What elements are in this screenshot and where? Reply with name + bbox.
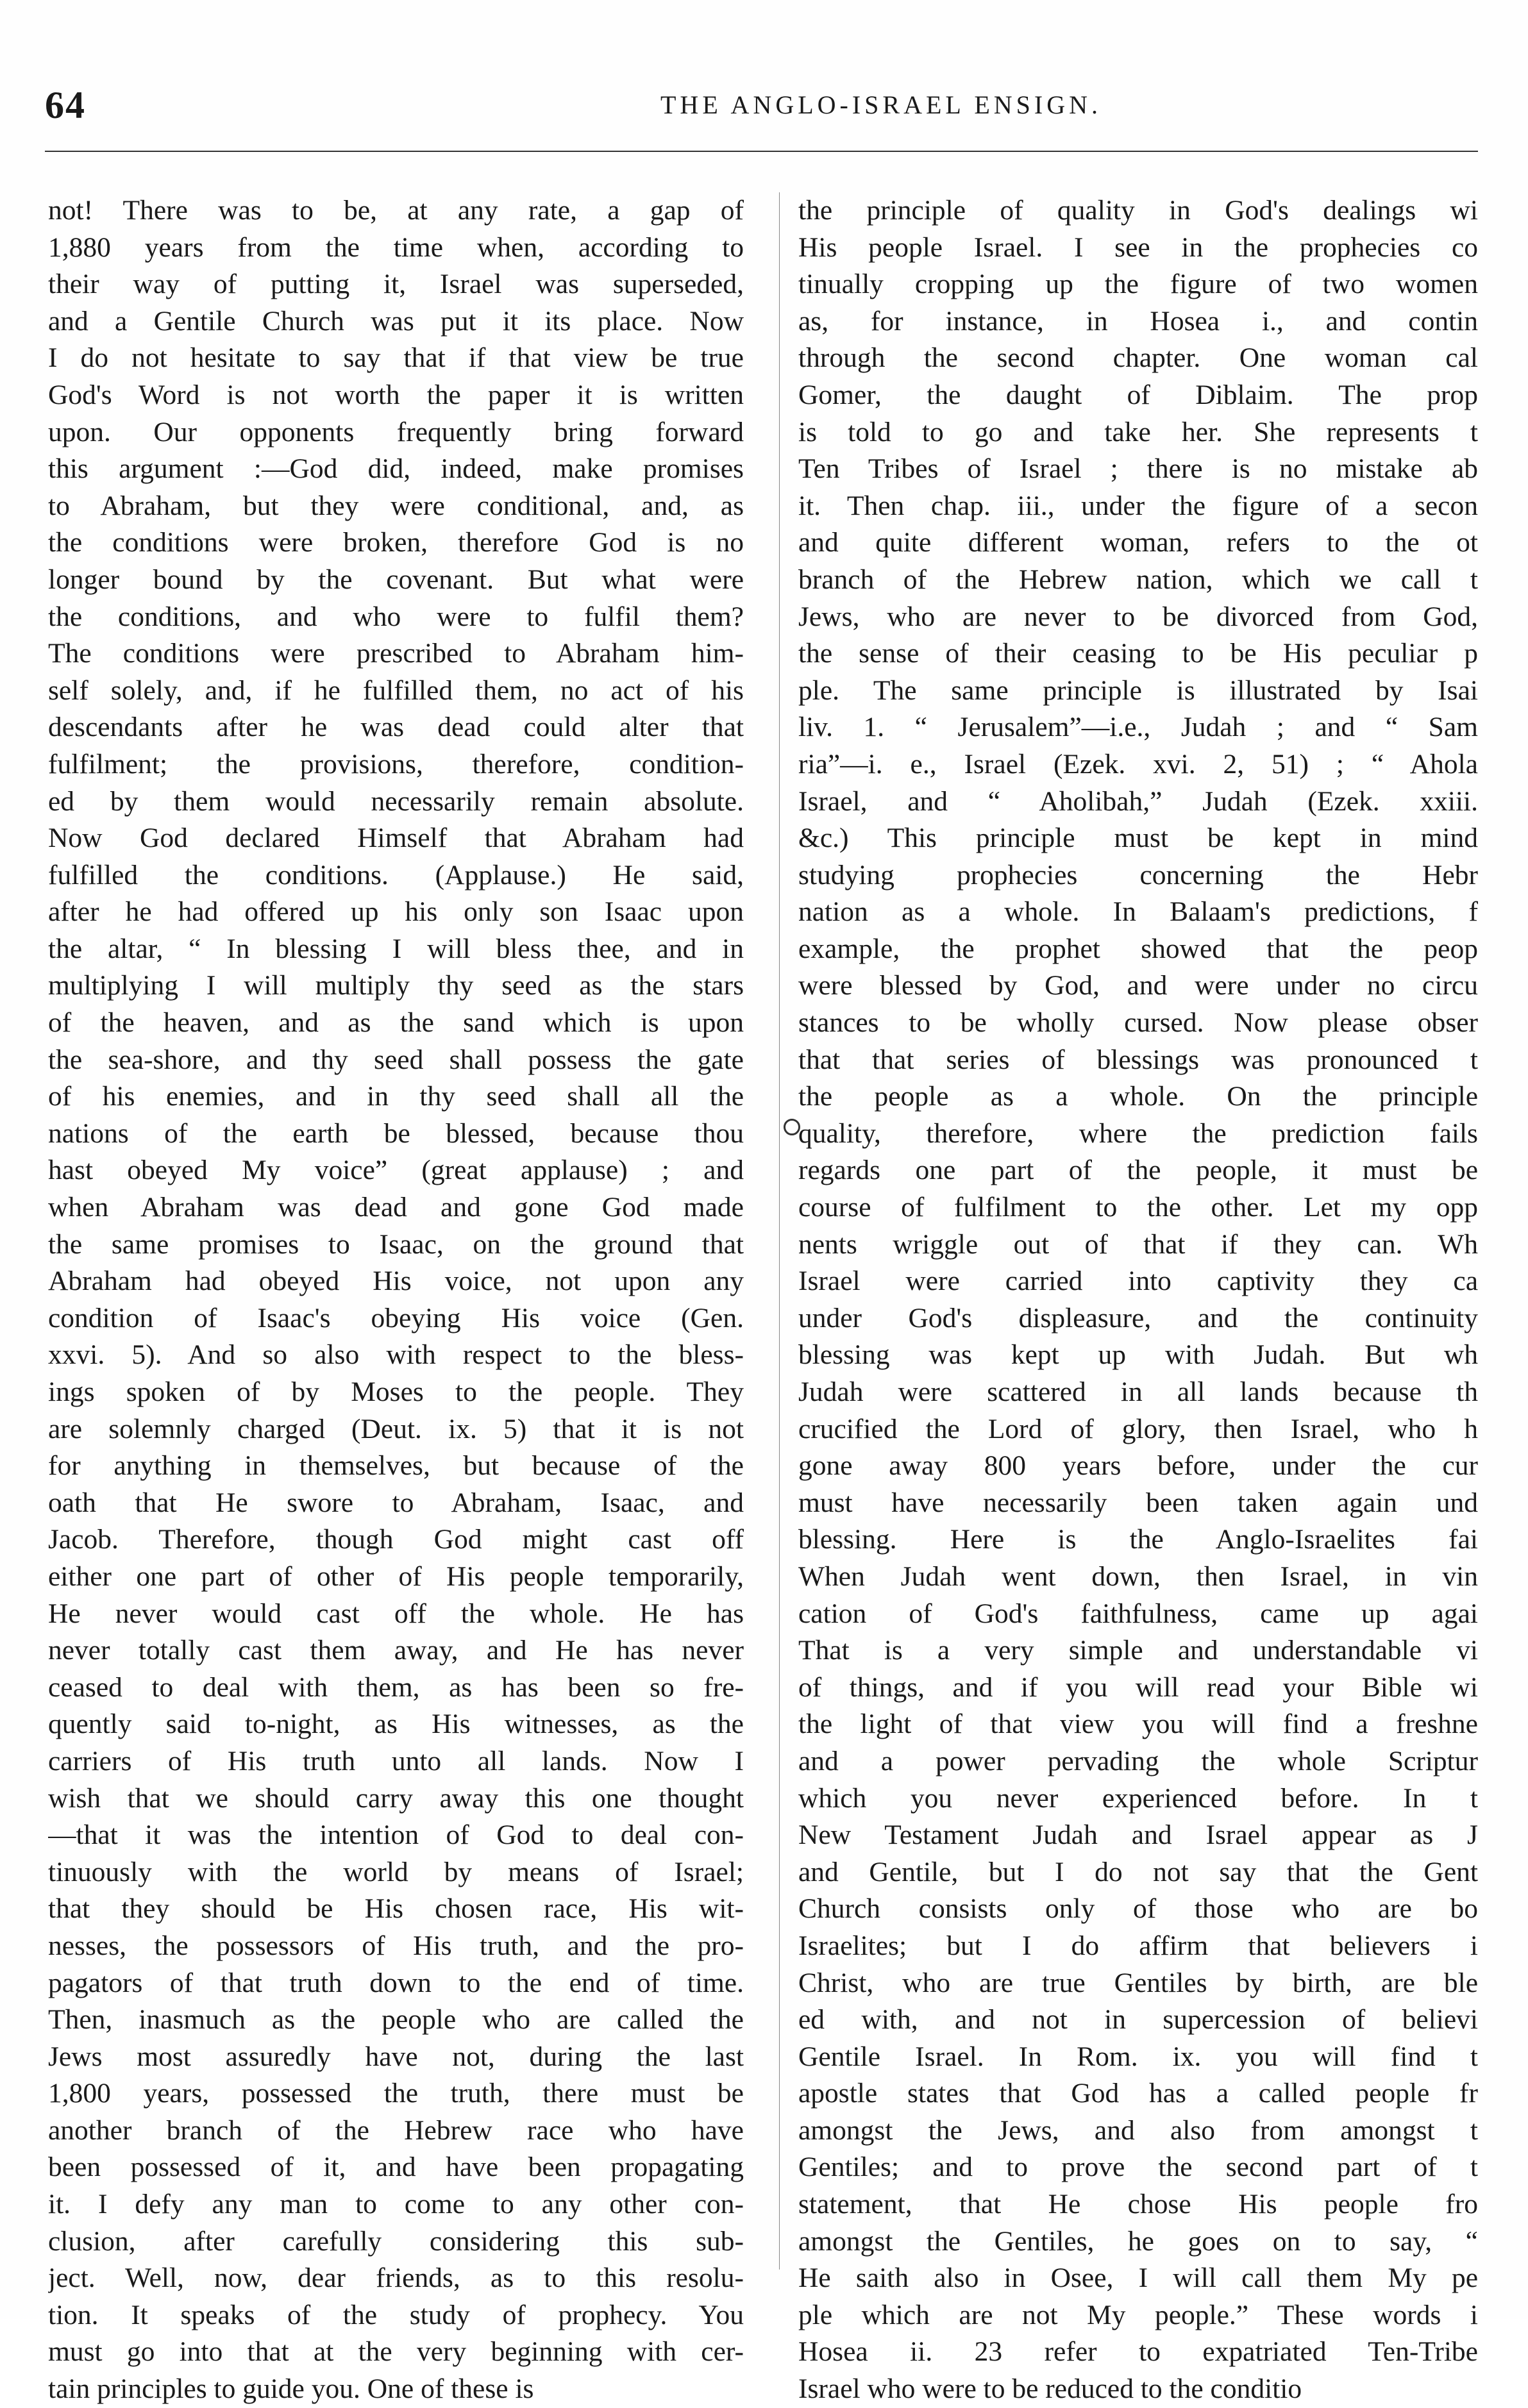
text-line: nations of the earth be blessed, because thou bbox=[48, 1117, 744, 1149]
text-line: The conditions were prescribed to Abraham him- bbox=[48, 638, 744, 669]
text-line: hast obeyed My voice” (great applause) ; and bbox=[48, 1155, 744, 1186]
text-line: ject. Well, now, dear friends, as to this resolu- bbox=[48, 2262, 744, 2294]
text-line: pagators of that truth down to the end of time. bbox=[48, 1967, 744, 1998]
text-line: Abraham had obeyed His voice, not upon any bbox=[48, 1266, 744, 1297]
text-line: ings spoken of by Moses to the people. They bbox=[48, 1376, 744, 1407]
text-line: and quite different woman, refers to the ot bbox=[798, 527, 1478, 558]
text-line: the sea-shore, and thy seed shall possess the gate bbox=[48, 1044, 744, 1075]
text-line: and a power pervading the whole Scriptur bbox=[798, 1745, 1478, 1777]
text-line: their way of putting it, Israel was superseded, bbox=[48, 269, 744, 300]
text-line: example, the prophet showed that the peop bbox=[798, 933, 1478, 964]
text-line: upon. Our opponents frequently bring forward bbox=[48, 416, 744, 447]
header-rule bbox=[45, 151, 1478, 152]
text-line: Israelites; but I do affirm that believers i bbox=[798, 1930, 1478, 1961]
text-line: ple. The same principle is illustrated by Isai bbox=[798, 674, 1478, 706]
text-line: Israel who were to be reduced to the conditio bbox=[798, 2373, 1302, 2405]
text-line: gone away 800 years before, under the cur bbox=[798, 1450, 1478, 1482]
text-line: and Gentile, but I do not say that the Gent bbox=[798, 1856, 1478, 1887]
text-line: course of fulfilment to the other. Let my opp bbox=[798, 1192, 1478, 1223]
text-line: nation as a whole. In Balaam's predictions, f bbox=[798, 896, 1478, 928]
text-line: must have necessarily been taken again und bbox=[798, 1487, 1478, 1518]
text-line: tain principles to guide you. One of these is bbox=[48, 2373, 534, 2405]
text-line: for anything in themselves, but because of the bbox=[48, 1450, 744, 1482]
text-line: the conditions, and who were to fulfil them? bbox=[48, 601, 744, 632]
text-line: nesses, the possessors of His truth, and the pro- bbox=[48, 1930, 744, 1961]
text-line: quently said to-night, as His witnesses, as the bbox=[48, 1709, 744, 1740]
text-line: of his enemies, and in thy seed shall all the bbox=[48, 1081, 744, 1112]
text-line: Christ, who are true Gentiles by birth, are ble bbox=[798, 1967, 1478, 1998]
left-column bbox=[48, 192, 744, 2408]
text-line: the conditions were broken, therefore God is no bbox=[48, 527, 744, 558]
text-line: Israel, and “ Aholibah,” Judah (Ezek. xxiii. bbox=[798, 785, 1478, 817]
text-line: God's Word is not worth the paper it is written bbox=[48, 379, 744, 410]
text-line: apostle states that God has a called people fr bbox=[798, 2078, 1478, 2109]
text-line: tinually cropping up the figure of two women bbox=[798, 269, 1478, 300]
text-line: amongst the Jews, and also from amongst t bbox=[798, 2114, 1478, 2146]
text-line: blessing was kept up with Judah. But wh bbox=[798, 1339, 1478, 1371]
text-line: it. I defy any man to come to any other con- bbox=[48, 2189, 744, 2220]
text-line: stances to be wholly cursed. Now please obser bbox=[798, 1007, 1478, 1039]
text-line: quality, therefore, where the prediction fails bbox=[798, 1117, 1478, 1149]
text-line: multiplying I will multiply thy seed as the stars bbox=[48, 970, 744, 1001]
text-line: as, for instance, in Hosea i., and contin bbox=[798, 305, 1478, 337]
text-line: Ten Tribes of Israel ; there is no mistake ab bbox=[798, 453, 1478, 485]
text-line: amongst the Gentiles, he goes on to say, “ bbox=[798, 2225, 1478, 2257]
text-line: that they should be His chosen race, His wit- bbox=[48, 1893, 744, 1925]
running-title: THE ANGLO-ISRAEL ENSIGN. bbox=[660, 90, 1102, 119]
text-line: Then, inasmuch as the people who are called the bbox=[48, 2004, 744, 2036]
text-line: Hosea ii. 23 refer to expatriated Ten-Tribe bbox=[798, 2336, 1478, 2368]
text-line: Jacob. Therefore, though God might cast off bbox=[48, 1524, 744, 1555]
text-line: He saith also in Osee, I will call them My pe bbox=[798, 2262, 1478, 2294]
text-line: Now God declared Himself that Abraham had bbox=[48, 823, 744, 854]
text-line: crucified the Lord of glory, then Israel, who h bbox=[798, 1413, 1478, 1444]
text-line: when Abraham was dead and gone God made bbox=[48, 1192, 744, 1223]
text-line: Jews, who are never to be divorced from God, bbox=[798, 601, 1478, 632]
text-line: Jews most assuredly have not, during the last bbox=[48, 2041, 744, 2072]
text-line: His people Israel. I see in the prophecies co bbox=[798, 231, 1478, 263]
text-line: 1,880 years from the time when, according to bbox=[48, 231, 744, 263]
page-header bbox=[45, 83, 1481, 135]
text-line: liv. 1. “ Jerusalem”—i.e., Judah ; and “ Sam bbox=[798, 712, 1478, 743]
text-line: I do not hesitate to say that if that view be true bbox=[48, 342, 744, 374]
text-line: which you never experienced before. In t bbox=[798, 1782, 1478, 1814]
text-line: clusion, after carefully considering this sub- bbox=[48, 2225, 744, 2257]
text-line: xxvi. 5). And so also with respect to the bless- bbox=[48, 1339, 744, 1371]
text-line: Gomer, the daught of Diblaim. The prop bbox=[798, 379, 1478, 410]
text-line: are solemnly charged (Deut. ix. 5) that it is not bbox=[48, 1413, 744, 1444]
text-line: nents wriggle out of that if they can. Wh bbox=[798, 1228, 1478, 1260]
text-line: He never would cast off the whole. He has bbox=[48, 1598, 744, 1629]
text-line: is told to go and take her. She represents t bbox=[798, 416, 1478, 447]
text-line: longer bound by the covenant. But what were bbox=[48, 564, 744, 595]
text-line: fulfilment; the provisions, therefore, condition- bbox=[48, 748, 744, 780]
text-line: of the heaven, and as the sand which is upon bbox=[48, 1007, 744, 1039]
text-line: another branch of the Hebrew race who have bbox=[48, 2114, 744, 2146]
text-line: under God's displeasure, and the continuity bbox=[798, 1302, 1478, 1334]
text-line: ceased to deal with them, as has been so fre- bbox=[48, 1671, 744, 1703]
text-line: ed by them would necessarily remain absolute. bbox=[48, 785, 744, 817]
text-line: &c.) This principle must be kept in mind bbox=[798, 823, 1478, 854]
text-line: were blessed by God, and were under no circu bbox=[798, 970, 1478, 1001]
text-line: and a Gentile Church was put it its place. Now bbox=[48, 305, 744, 337]
text-line: branch of the Hebrew nation, which we call t bbox=[798, 564, 1478, 595]
text-line: tinuously with the world by means of Israel; bbox=[48, 1856, 744, 1887]
text-line: —that it was the intention of God to deal con- bbox=[48, 1819, 744, 1851]
text-line: studying prophecies concerning the Hebr bbox=[798, 859, 1478, 890]
text-line: That is a very simple and understandable vi bbox=[798, 1635, 1478, 1666]
text-line: self solely, and, if he fulfilled them, no act of his bbox=[48, 674, 744, 706]
column-divider bbox=[779, 192, 780, 2270]
text-line: cation of God's faithfulness, came up agai bbox=[798, 1598, 1478, 1629]
text-line: Church consists only of those who are bo bbox=[798, 1893, 1478, 1925]
text-line: carriers of His truth unto all lands. Now I bbox=[48, 1745, 744, 1777]
text-line: the altar, “ In blessing I will bless thee, and in bbox=[48, 933, 744, 964]
text-line: condition of Isaac's obeying His voice (Gen. bbox=[48, 1302, 744, 1334]
text-line: been possessed of it, and have been propagating bbox=[48, 2152, 744, 2183]
text-line: either one part of other of His people temporarily, bbox=[48, 1560, 744, 1592]
text-line: must go into that at the very beginning with cer- bbox=[48, 2336, 744, 2368]
text-line: tion. It speaks of the study of prophecy. You bbox=[48, 2299, 744, 2330]
text-line: that that series of blessings was pronounced t bbox=[798, 1044, 1478, 1075]
text-line: ple which are not My people.” These words i bbox=[798, 2299, 1478, 2330]
text-line: descendants after he was dead could alter that bbox=[48, 712, 744, 743]
right-column bbox=[798, 192, 1478, 2408]
text-line: fulfilled the conditions. (Applause.) He said, bbox=[48, 859, 744, 890]
text-line: regards one part of the people, it must be bbox=[798, 1155, 1478, 1186]
text-line: not! There was to be, at any rate, a gap of bbox=[48, 195, 744, 226]
text-line: never totally cast them away, and He has never bbox=[48, 1635, 744, 1666]
text-line: ed with, and not in supercession of believi bbox=[798, 2004, 1478, 2036]
text-line: through the second chapter. One woman cal bbox=[798, 342, 1478, 374]
text-line: statement, that He chose His people fro bbox=[798, 2189, 1478, 2220]
text-line: Judah were scattered in all lands because th bbox=[798, 1376, 1478, 1407]
text-line: New Testament Judah and Israel appear as J bbox=[798, 1819, 1478, 1851]
text-line: to Abraham, but they were conditional, and, as bbox=[48, 490, 744, 521]
text-line: Gentiles; and to prove the second part of t bbox=[798, 2152, 1478, 2183]
text-line: When Judah went down, then Israel, in vin bbox=[798, 1560, 1478, 1592]
text-line: Israel were carried into captivity they ca bbox=[798, 1266, 1478, 1297]
text-line: wish that we should carry away this one thought bbox=[48, 1782, 744, 1814]
text-line: blessing. Here is the Anglo-Israelites fai bbox=[798, 1524, 1478, 1555]
text-line: the principle of quality in God's dealings wi bbox=[798, 195, 1478, 226]
text-line: after he had offered up his only son Isaac upon bbox=[48, 896, 744, 928]
text-line: of things, and if you will read your Bible wi bbox=[798, 1671, 1478, 1703]
text-line: it. Then chap. iii., under the figure of a secon bbox=[798, 490, 1478, 521]
text-line: this argument :—God did, indeed, make promises bbox=[48, 453, 744, 485]
text-line: the sense of their ceasing to be His peculiar p bbox=[798, 638, 1478, 669]
text-line: the people as a whole. On the principle bbox=[798, 1081, 1478, 1112]
text-line: Gentile Israel. In Rom. ix. you will find t bbox=[798, 2041, 1478, 2072]
text-line: ria”—i. e., Israel (Ezek. xvi. 2, 51) ; “ Ahola bbox=[798, 748, 1478, 780]
text-line: the same promises to Isaac, on the ground that bbox=[48, 1228, 744, 1260]
text-line: the light of that view you will find a freshne bbox=[798, 1709, 1478, 1740]
text-line: oath that He swore to Abraham, Isaac, and bbox=[48, 1487, 744, 1518]
text-line: 1,800 years, possessed the truth, there must be bbox=[48, 2078, 744, 2109]
page-number: 64 bbox=[45, 84, 86, 126]
